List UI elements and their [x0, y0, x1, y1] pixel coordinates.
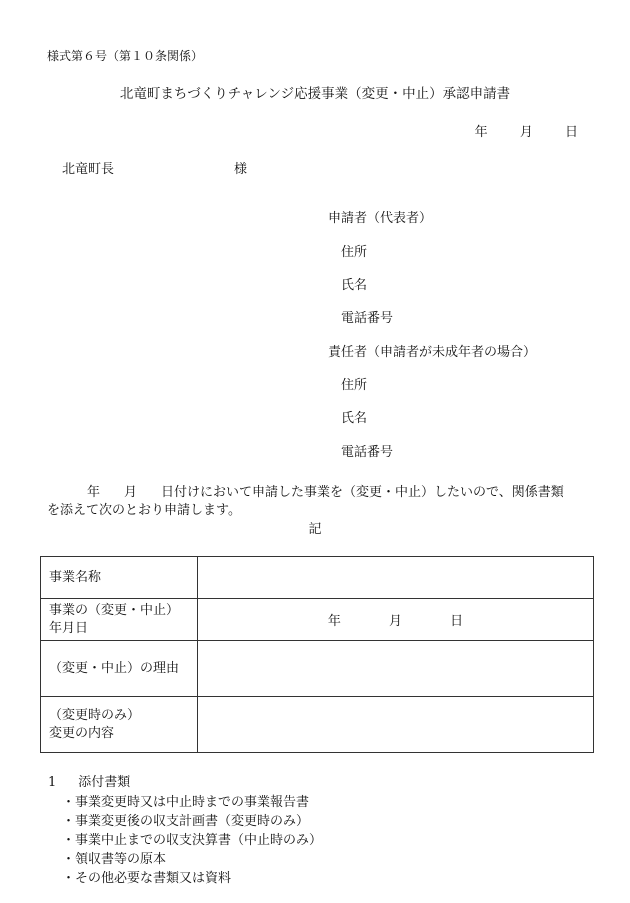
- form-number: 様式第６号（第１０条関係）: [47, 49, 204, 63]
- attachment-item: ・領収書等の原本: [62, 852, 167, 867]
- reason-label: [41, 641, 198, 697]
- date-line: [475, 126, 578, 139]
- responsible-label: 責任者（申請者が未成年者の場合）: [328, 345, 537, 360]
- attachments-title: 添付書類: [78, 775, 131, 790]
- change-content-label-line2: 変更の内容: [49, 725, 115, 741]
- project-name-value[interactable]: [198, 557, 594, 599]
- change-date-month: 月: [388, 614, 402, 629]
- change-date-label-line2: 年月日: [49, 620, 89, 636]
- change-date-day: 日: [450, 614, 464, 629]
- attachment-item: ・事業変更後の収支計画書（変更時のみ）: [62, 814, 310, 829]
- attachments-number: 1: [48, 775, 57, 790]
- body-year: 年: [87, 485, 101, 500]
- responsible-phone-label: 電話番号: [341, 445, 394, 460]
- body-month: 月: [124, 485, 138, 500]
- reason-label-text: （変更・中止）の理由: [49, 660, 180, 676]
- change-date-value[interactable]: [198, 599, 594, 641]
- table-row: [41, 599, 594, 641]
- project-name-label-text: 事業名称: [49, 569, 102, 585]
- table-row: [41, 641, 594, 697]
- change-date-label-line1: 事業の（変更・中止）: [49, 602, 180, 618]
- body-line-2: を添えて次のとおり申請します。: [47, 503, 241, 518]
- date-year-label: 年: [474, 125, 488, 140]
- project-name-label: [41, 557, 198, 599]
- change-content-value[interactable]: [198, 697, 594, 753]
- table-row: [41, 697, 594, 753]
- date-month-label: 月: [519, 125, 533, 140]
- responsible-name-label: 氏名: [341, 411, 368, 426]
- table-row: [41, 557, 594, 599]
- reason-value[interactable]: [198, 641, 594, 697]
- honorific: 様: [234, 162, 248, 177]
- attachment-item: ・事業変更時又は中止時までの事業報告書: [62, 795, 310, 810]
- applicant-address-label: 住所: [341, 245, 368, 260]
- date-day-label: 日: [564, 125, 578, 140]
- ki-marker: 記: [308, 522, 322, 537]
- responsible-address-label: 住所: [341, 378, 368, 393]
- change-content-label: [41, 697, 198, 753]
- document-title: 北竜町まちづくりチャレンジ応援事業（変更・中止）承認申請書: [119, 86, 511, 102]
- attachment-item: ・その他必要な書類又は資料: [62, 871, 232, 886]
- application-table: [40, 556, 594, 753]
- attachment-item: ・事業中止までの収支決算書（中止時のみ）: [62, 833, 323, 848]
- applicant-label: 申請者（代表者）: [328, 211, 433, 226]
- body-rest: 日付けにおいて申請した事業を（変更・中止）したいので、関係書類: [161, 485, 564, 500]
- change-content-label-line1: （変更時のみ）: [49, 707, 141, 723]
- applicant-phone-label: 電話番号: [341, 311, 394, 326]
- applicant-name-label: 氏名: [341, 278, 368, 293]
- body-line-1: [47, 486, 564, 499]
- addressee: 北竜町長: [62, 162, 115, 177]
- attachments-heading: [48, 776, 130, 789]
- change-date-label: [41, 599, 198, 641]
- change-date-year: 年: [327, 614, 341, 629]
